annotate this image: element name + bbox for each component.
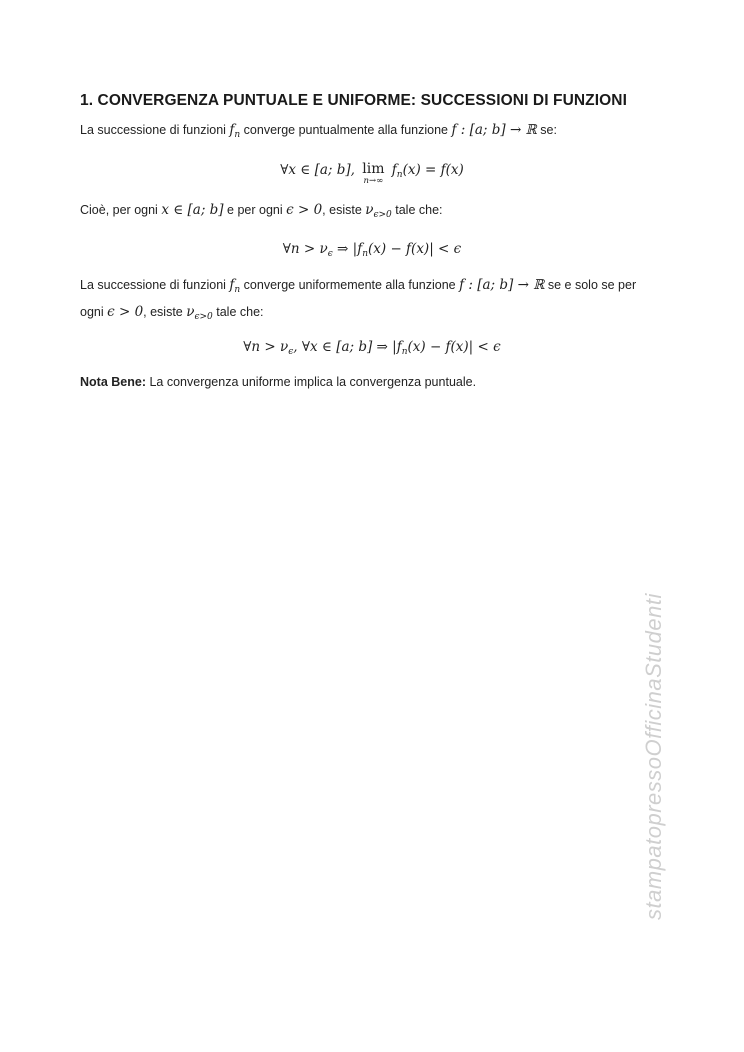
math-nu: ν bbox=[186, 304, 195, 320]
math-part: ⇒ |f bbox=[332, 241, 363, 257]
text: , esiste bbox=[143, 305, 187, 319]
math-fn: f bbox=[229, 122, 235, 138]
limit-operator bbox=[362, 162, 384, 186]
text: se e solo se per ogni bbox=[80, 278, 637, 319]
math-nu: ν bbox=[365, 202, 374, 218]
math-subscript: n bbox=[396, 170, 403, 180]
text: se: bbox=[536, 123, 557, 137]
math-subscript: ϵ bbox=[327, 249, 333, 259]
watermark: stampatopressoOfficinaStudenti bbox=[641, 593, 666, 920]
math-part: ∀x ∈ [a; b], bbox=[280, 162, 360, 178]
text: e per ogni bbox=[223, 203, 287, 217]
section-heading: 1. CONVERGENZA PUNTUALE E UNIFORME: SUCCESSIONI DI FUNZIONI bbox=[80, 92, 627, 109]
math-subscript: ϵ>0 bbox=[373, 210, 392, 220]
text: La successione di funzioni bbox=[80, 123, 230, 137]
paragraph-epsilon-definition bbox=[80, 199, 640, 226]
note-text: La convergenza uniforme implica la convergenza puntuale. bbox=[145, 375, 477, 389]
math-part: (x) − f(x)| < ϵ bbox=[407, 339, 501, 355]
lim-subscript: n→∞ bbox=[363, 176, 384, 186]
lim-text: lim bbox=[362, 161, 385, 177]
math-part: ∀n > ν bbox=[282, 241, 328, 257]
text: , esiste bbox=[322, 203, 366, 217]
text: converge puntualmente alla funzione bbox=[240, 123, 452, 137]
text: La successione di funzioni bbox=[80, 278, 230, 292]
note-paragraph bbox=[80, 371, 640, 393]
math-subscript: ϵ bbox=[288, 347, 294, 357]
formula-uniform-epsilon bbox=[0, 339, 744, 357]
math-subscript: n bbox=[234, 130, 241, 140]
math-function-signature: f : [a; b] → ℝ bbox=[451, 122, 537, 138]
math-part: (x) = f(x) bbox=[402, 162, 464, 178]
math-part: , ∀x ∈ [a; b] ⇒ |f bbox=[293, 339, 402, 355]
paragraph-pointwise-definition bbox=[80, 119, 640, 146]
text: converge uniformemente alla funzione bbox=[240, 278, 460, 292]
math-subscript: n bbox=[401, 347, 408, 357]
math-subscript: n bbox=[234, 285, 241, 295]
math-part: x ∈ [a; b] bbox=[161, 202, 224, 218]
text: Cioè, per ogni bbox=[80, 203, 162, 217]
text: tale che: bbox=[391, 203, 443, 217]
math-part: f bbox=[387, 162, 397, 178]
paragraph-uniform-definition bbox=[80, 274, 640, 328]
math-function-signature: f : [a; b] → ℝ bbox=[459, 277, 545, 293]
math-subscript: ϵ>0 bbox=[194, 312, 213, 322]
math-part: (x) − f(x)| < ϵ bbox=[368, 241, 462, 257]
note-label: Nota Bene: bbox=[80, 375, 146, 389]
formula-pointwise-limit bbox=[0, 162, 744, 186]
math-part: ϵ > 0 bbox=[107, 304, 144, 320]
text: tale che: bbox=[212, 305, 264, 319]
math-fn: f bbox=[229, 277, 235, 293]
math-part: ϵ > 0 bbox=[286, 202, 323, 218]
math-part: ∀n > ν bbox=[243, 339, 289, 355]
formula-pointwise-epsilon bbox=[0, 241, 744, 259]
math-subscript: n bbox=[362, 249, 369, 259]
